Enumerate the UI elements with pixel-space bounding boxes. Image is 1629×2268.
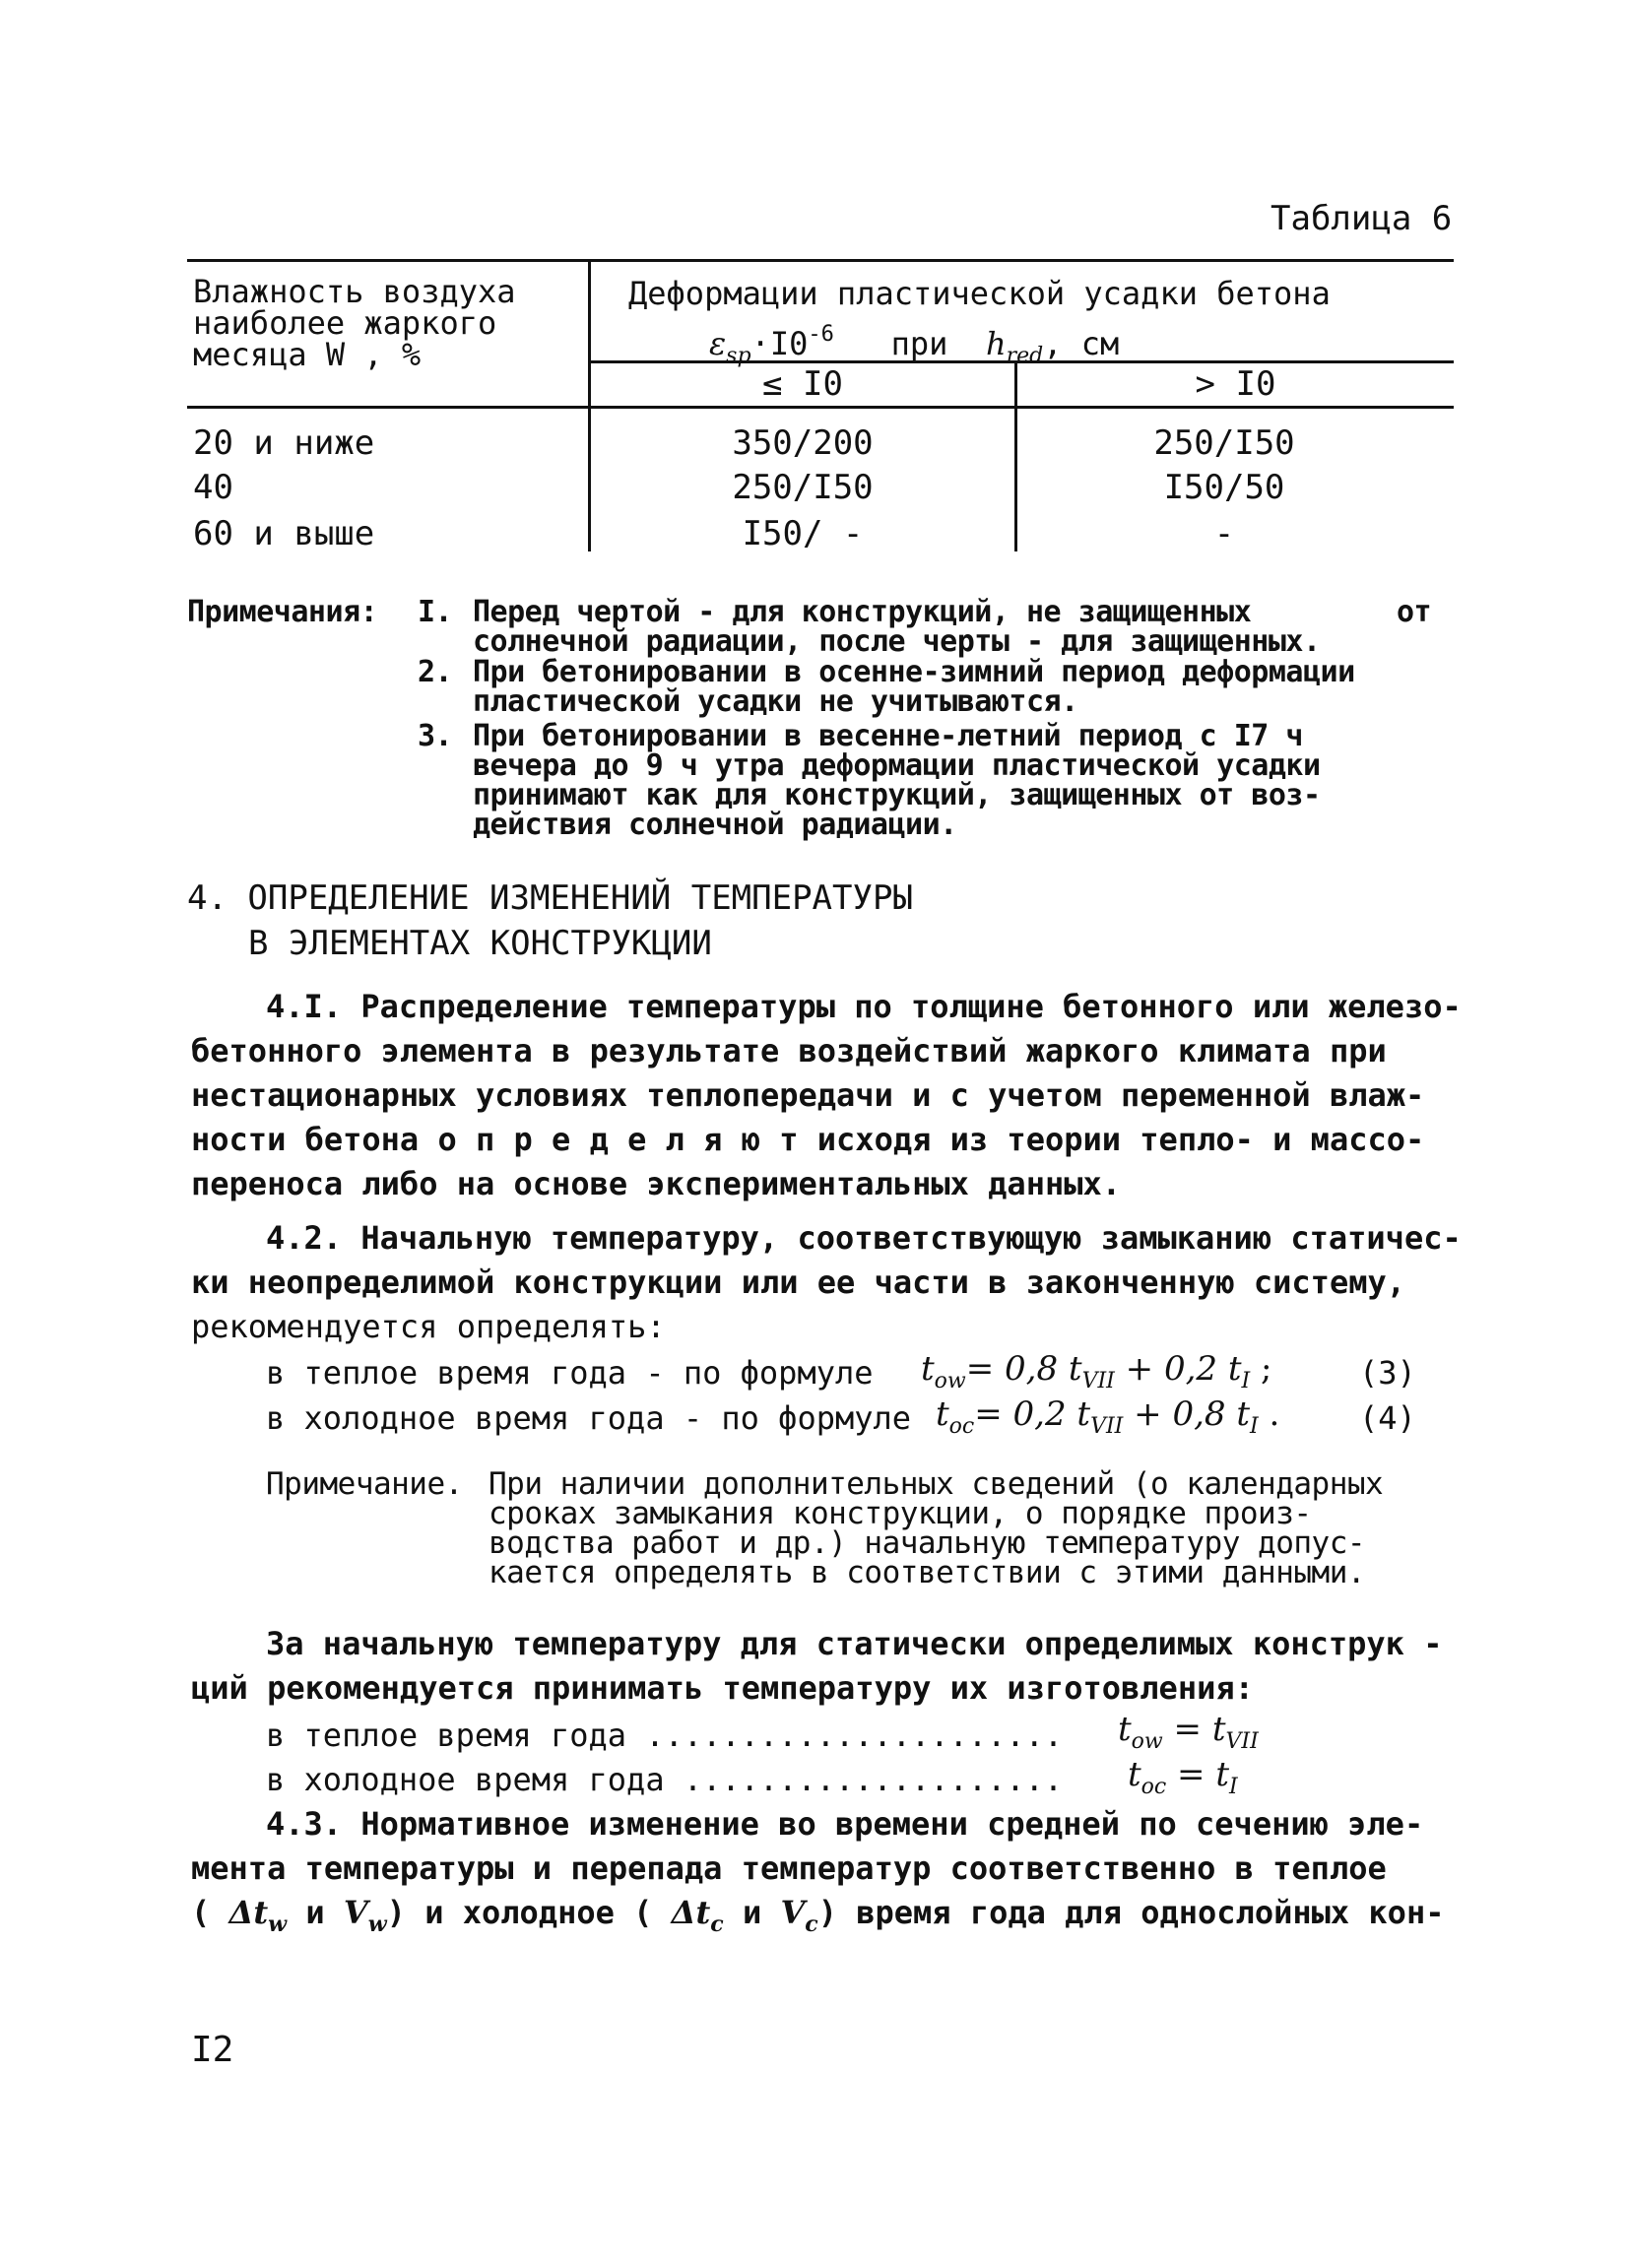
p43-vc-sub: c — [805, 1912, 818, 1937]
p43-and2: и — [723, 1894, 781, 1931]
row-1-le10: 350/200 — [732, 423, 874, 463]
f3-vii: VII — [1081, 1369, 1115, 1393]
factor: ·I0 — [750, 325, 809, 362]
p41-line-2: бетонного элемента в результате воздействий жаркого климата при — [191, 1032, 1387, 1069]
formula-3-number: (3) — [1359, 1354, 1416, 1392]
f3-i: I — [1241, 1369, 1251, 1393]
p41-line-4 — [191, 1118, 1424, 1161]
unit: , см — [1043, 325, 1120, 362]
note-1-line-1-end: от — [1397, 595, 1432, 629]
row-1-humidity: 20 и ниже — [193, 423, 375, 463]
note-3-number: 3. — [418, 719, 453, 753]
f4-plus: + 0,8 t — [1123, 1394, 1251, 1434]
warm-vii: VII — [1225, 1729, 1259, 1754]
cold-t: t — [1128, 1755, 1141, 1794]
warm-sub: ow — [1131, 1729, 1163, 1754]
warm-eq: = t — [1162, 1710, 1226, 1749]
warm-t: t — [1118, 1710, 1132, 1749]
p42-line-2: ки неопределимой конструкции или ее части в законченную систему, — [191, 1264, 1405, 1301]
note2-line-1: При наличии дополнительных сведений (о календарных — [489, 1466, 1384, 1502]
p43-open: ( — [191, 1894, 211, 1931]
table-header-bottom-rule — [187, 406, 1454, 409]
row-3-humidity: 60 и выше — [193, 514, 375, 553]
p41-line-5: переноса либо на основе экспериментальных данных. — [191, 1165, 1122, 1202]
page-number: I2 — [191, 2030, 234, 2070]
f4-t-sub: oc — [948, 1414, 975, 1439]
p43-and: и — [287, 1894, 344, 1931]
cold-i: I — [1229, 1775, 1238, 1799]
row-3-le10: I50/ - — [742, 514, 864, 553]
p41-line-1: 4.I. Распределение температуры по толщине бетонного или железо- — [266, 988, 1462, 1025]
note2-line-4: кается определять в соответствии с этими данными. — [489, 1555, 1366, 1590]
static-line-2: ций рекомендуется принимать температуру их изготовления: — [191, 1669, 1254, 1707]
note2-line-3: водства работ и др.) начальную температуру допус- — [489, 1525, 1366, 1561]
deformation-header-title: Деформации пластической усадки бетона — [628, 275, 1331, 312]
f3-t: t — [921, 1349, 935, 1389]
f3-eq: = 0,8 t — [965, 1349, 1082, 1389]
warm-season-text: в теплое время года ...................... — [266, 1717, 1064, 1754]
p43-dtw: Δt — [228, 1894, 269, 1931]
note-1-number: I. — [418, 595, 453, 629]
p42-line-1: 4.2. Начальную температуру, соответствующую замыканию статичес- — [266, 1219, 1462, 1257]
note-1-line-1: Перед чертой - для конструкций, не защищенных — [473, 595, 1252, 629]
formula-4 — [936, 1393, 1279, 1449]
p43-line-1: 4.3. Нормативное изменение во времени средней по сечению эле- — [266, 1805, 1424, 1843]
h-symbol: h — [985, 325, 1007, 362]
h-subscript: red — [1006, 344, 1044, 368]
formula-3-text: в теплое время года - по формуле — [266, 1354, 874, 1392]
humidity-header-line-2: наиболее жаркого — [193, 304, 497, 342]
f3-plus: + 0,2 t — [1114, 1349, 1242, 1389]
p43-dtc: Δt — [671, 1894, 711, 1931]
f3-t-sub: ow — [934, 1369, 966, 1393]
note2-line-2: сроках замыкания конструкции, о порядке произ- — [489, 1496, 1312, 1531]
f3-semi: ; — [1250, 1349, 1272, 1389]
note-2-number: 2. — [418, 655, 453, 689]
note-3-line-4: действия солнечной радиации. — [473, 808, 957, 842]
p43-c: c — [710, 1912, 724, 1937]
cold-sub: oc — [1140, 1775, 1167, 1799]
subheader-gt10: > I0 — [1195, 364, 1276, 404]
p41-spaced-word: о п р е д е л я ю т — [437, 1121, 799, 1158]
note-3-line-3: принимают как для конструкций, защищенных от воз- — [473, 778, 1321, 812]
humidity-header-line-3: месяца W , % — [193, 336, 422, 373]
epsilon-subscript: sp — [726, 344, 751, 368]
p43-vw: V — [343, 1894, 368, 1931]
p43-end: ) время года для однослойных кон- — [817, 1894, 1445, 1931]
row-2-le10: 250/I50 — [732, 468, 874, 507]
cold-season-text: в холодное время года .................... — [266, 1761, 1064, 1798]
exponent: -6 — [808, 322, 834, 347]
note-3-line-2: вечера до 9 ч утра деформации пластической усадки — [473, 748, 1321, 783]
note-2-line-2: пластической усадки не учитываются. — [473, 684, 1078, 719]
row-1-gt10: 250/I50 — [1153, 423, 1295, 463]
p43-w: w — [268, 1912, 288, 1937]
note-2-line-1: При бетонировании в осенне-зимний период деформации — [473, 655, 1355, 689]
p41-line-3: нестационарных условиях теплопередачи и с учетом переменной влаж- — [191, 1076, 1425, 1114]
f4-dot: . — [1258, 1394, 1280, 1434]
table-top-rule — [187, 259, 1454, 262]
p43-vw-sub: w — [367, 1912, 387, 1937]
note-3-line-1: При бетонировании в весенне-летний период с I7 ч — [473, 719, 1303, 753]
humidity-column-header — [193, 273, 516, 373]
p42-line-3: рекомендуется определять: — [191, 1308, 666, 1345]
p43-vc: V — [780, 1894, 806, 1931]
cold-season-formula — [1128, 1753, 1238, 1809]
table-caption: Таблица 6 — [1271, 199, 1453, 238]
f4-eq: = 0,2 t — [974, 1394, 1091, 1434]
p43-mid: ) и холодное ( — [386, 1894, 653, 1931]
formula-4-number: (4) — [1359, 1399, 1416, 1437]
notes-label: Примечания: — [187, 595, 378, 629]
p43-line-3 — [191, 1891, 1444, 1946]
pri-word: при — [890, 325, 948, 362]
section-title-line-1: 4. ОПРЕДЕЛЕНИЕ ИЗМЕНЕНИЙ ТЕМПЕРАТУРЫ — [187, 878, 913, 918]
row-3-gt10: - — [1213, 514, 1235, 553]
section-title-line-2: В ЭЛЕМЕНТАХ КОНСТРУКЦИИ — [248, 924, 712, 963]
static-line-1: За начальную температуру для статически определимых конструк - — [266, 1625, 1443, 1662]
p41-line-4-c: исходя из теории тепло- и массо- — [798, 1121, 1425, 1158]
p41-line-4-a: ности бетона — [191, 1121, 438, 1158]
f4-t: t — [936, 1394, 949, 1434]
cold-eq: = t — [1166, 1755, 1230, 1794]
f4-i: I — [1250, 1414, 1259, 1439]
humidity-header-line-1: Влажность воздуха — [193, 273, 516, 310]
p43-line-2: мента температуры и перепада температур соответственно в теплое — [191, 1849, 1387, 1887]
epsilon-symbol: ε — [709, 325, 727, 362]
f4-vii: VII — [1090, 1414, 1124, 1439]
note-1-line-2: солнечной радиации, после черты - для защищенных. — [473, 624, 1321, 659]
subheader-le10: ≤ I0 — [762, 364, 843, 404]
row-2-gt10: I50/50 — [1163, 468, 1285, 507]
note2-label: Примечание. — [266, 1466, 463, 1502]
formula-4-text: в холодное время года - по формуле — [266, 1399, 912, 1437]
row-2-humidity: 40 — [193, 468, 233, 507]
